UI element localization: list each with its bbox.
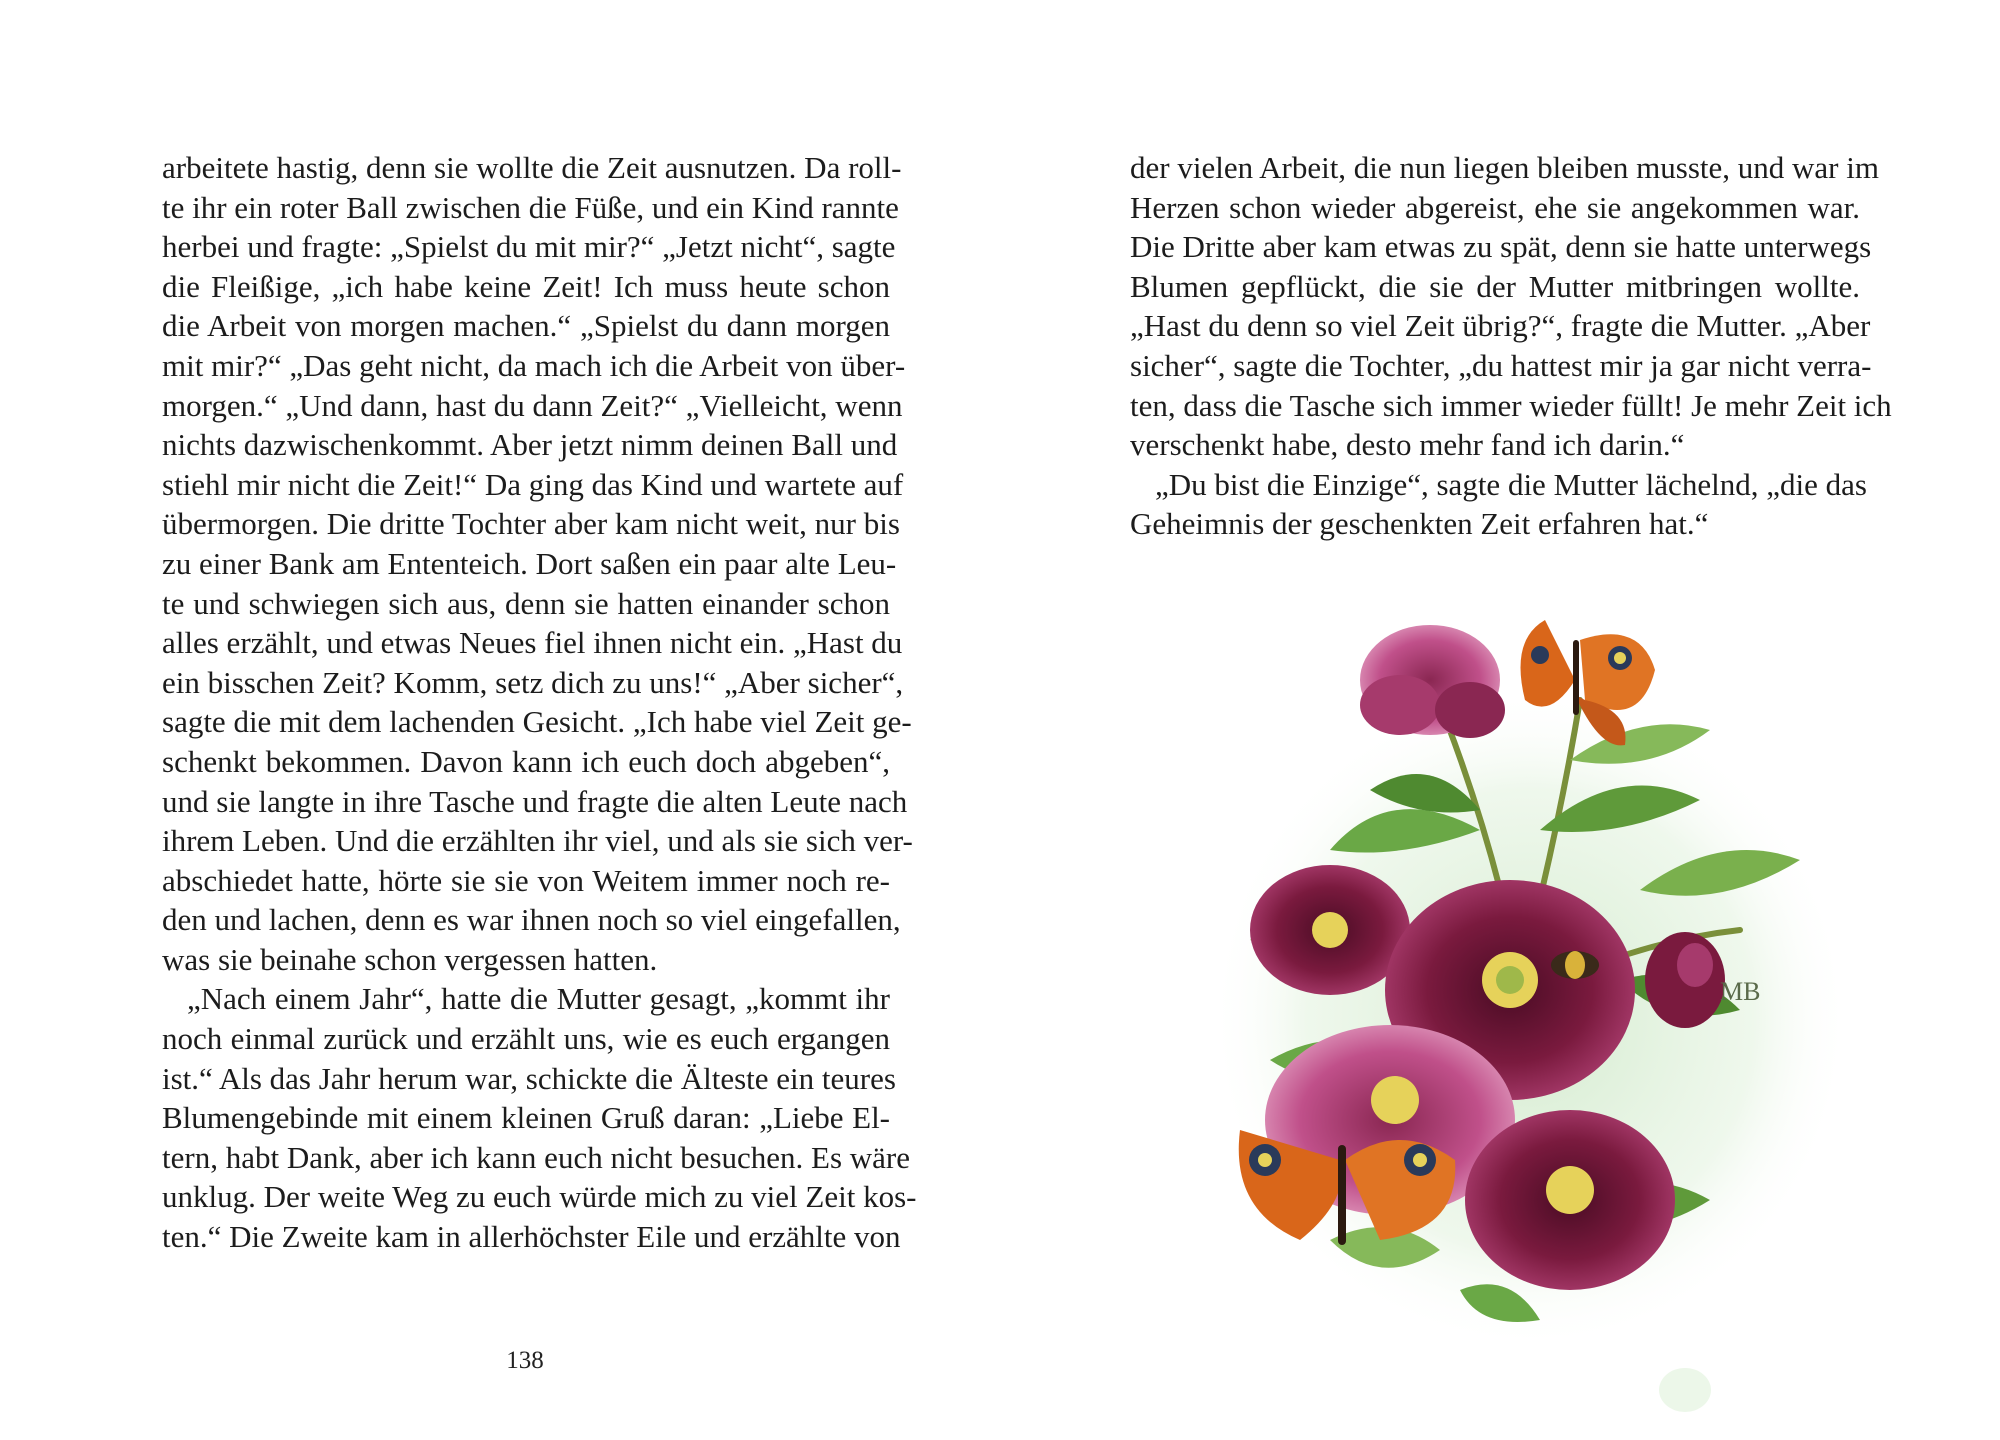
text-line: Blumen gepflückt, die sie der Mutter mitbringen wollte. — [1130, 268, 1860, 304]
text-line: schenkt bekommen. Davon kann ich euch doch abgeben“, — [162, 743, 890, 779]
text-line: Herzen schon wieder abgereist, ehe sie angekommen war. — [1130, 189, 1860, 225]
text-line: Die Dritte aber kam etwas zu spät, denn sie hatte unterwegs — [1130, 229, 1872, 265]
flower-top-left — [1360, 625, 1505, 738]
text-line: alles erzählt, und etwas Neues fiel ihnen nicht ein. „Hast du — [162, 625, 903, 661]
text-line: ein bisschen Zeit? Komm, setz dich zu uns!“ „Aber sicher“, — [162, 664, 904, 700]
text-line: „Nach einem Jahr“, hatte die Mutter gesagt, „kommt ihr — [187, 981, 890, 1017]
text-line: die Arbeit von morgen machen.“ „Spielst du dann morgen — [162, 308, 890, 344]
text-line: „Du bist die Einzige“, sagte die Mutter lächelnd, „die das — [1155, 466, 1867, 502]
bumblebee — [1551, 951, 1599, 979]
artist-signature: MB — [1720, 977, 1761, 1006]
flower-lower-right — [1465, 1110, 1675, 1290]
text-line: ten.“ Die Zweite kam in allerhöchster Eile und erzählte von — [162, 1219, 901, 1255]
flower-bud-right — [1645, 932, 1725, 1028]
text-line: sagte die mit dem lachenden Gesicht. „Ich habe viel Zeit ge- — [162, 704, 912, 740]
text-line: abschiedet hatte, hörte sie sie von Weitem immer noch re- — [162, 862, 890, 898]
text-line: tern, habt Dank, aber ich kann euch nicht besuchen. Es wäre — [162, 1139, 911, 1175]
text-line: die Fleißige, „ich habe keine Zeit! Ich muss heute schon — [162, 268, 890, 304]
text-line: unklug. Der weite Weg zu euch würde mich zu viel Zeit kos- — [162, 1179, 917, 1215]
flower-mid-left — [1250, 865, 1410, 995]
text-line: ten, dass die Tasche sich immer wieder füllt! Je mehr Zeit ich — [1130, 387, 1892, 423]
text-line: nichts dazwischenkommt. Aber jetzt nimm deinen Ball und — [162, 427, 898, 463]
text-line: „Hast du denn so viel Zeit übrig?“, fragte die Mutter. „Aber — [1130, 308, 1871, 344]
text-line: und sie langte in ihre Tasche und fragte die alten Leute nach — [162, 783, 908, 819]
text-line: ist.“ Als das Jahr herum war, schickte die Älteste ein teures — [162, 1060, 896, 1096]
text-line: mit mir?“ „Das geht nicht, da mach ich die Arbeit von über- — [162, 347, 906, 383]
text-line: der vielen Arbeit, die nun liegen bleiben musste, und war im — [1130, 150, 1879, 185]
text-line: te und schwiegen sich aus, denn sie hatten einander schon — [162, 585, 890, 621]
text-line: ihrem Leben. Und die erzählten ihr viel, und als sie sich ver- — [162, 823, 913, 859]
text-line: te ihr ein roter Ball zwischen die Füße, und ein Kind rannte — [162, 189, 899, 225]
page-number: 138 — [506, 1347, 544, 1374]
text-line: noch einmal zurück und erzählt uns, wie es euch ergangen — [162, 1021, 890, 1057]
text-line: arbeitete hastig, denn sie wollte die Zeit ausnutzen. Da roll- — [162, 150, 902, 185]
text-line: sicher“, sagte die Tochter, „du hattest mir ja gar nicht verra- — [1130, 347, 1872, 383]
text-line: morgen.“ „Und dann, hast du dann Zeit?“ „Vielleicht, wenn — [162, 387, 903, 423]
watercolor-drip — [1659, 1368, 1711, 1412]
text-line: Geheimnis der geschenkten Zeit erfahren hat.“ — [1130, 506, 1709, 542]
text-line: zu einer Bank am Ententeich. Dort saßen ein paar alte Leu- — [162, 545, 897, 581]
text-line: stiehl mir nicht die Zeit!“ Da ging das Kind und wartete auf — [162, 466, 904, 502]
hellebore-butterfly-illustration — [1180, 600, 1850, 1420]
text-line: übermorgen. Die dritte Tochter aber kam nicht weit, nur bis — [162, 506, 900, 542]
text-line: was sie beinahe schon vergessen hatten. — [162, 941, 658, 977]
right-page — [1000, 0, 2000, 1440]
right-text-block — [1130, 148, 1892, 544]
text-line: herbei und fragte: „Spielst du mit mir?“ „Jetzt nicht“, sagte — [162, 229, 896, 265]
text-line: Blumengebinde mit einem kleinen Gruß daran: „Liebe El- — [162, 1100, 890, 1136]
left-text-block — [162, 148, 917, 1257]
text-line: verschenkt habe, desto mehr fand ich darin.“ — [1130, 427, 1685, 463]
text-line: den und lachen, denn es war ihnen noch so viel eingefallen, — [162, 902, 901, 938]
